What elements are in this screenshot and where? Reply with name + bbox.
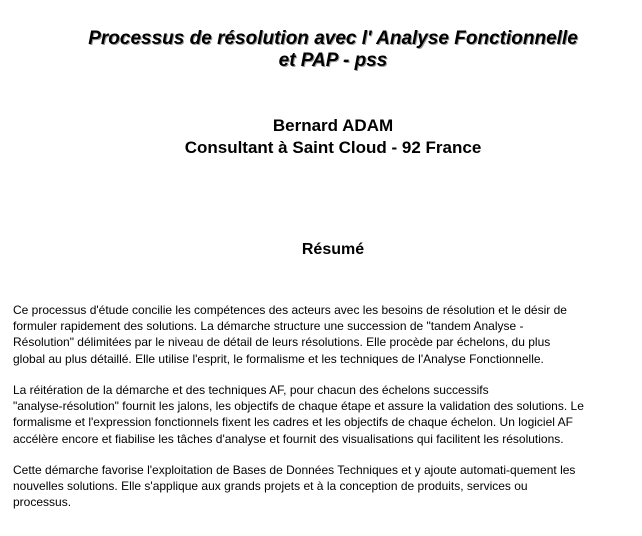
abstract-line: formuler rapidement des solutions. La démarche structure une succession de "tandem Analyse -: [13, 319, 524, 334]
abstract-line: Résolution" délimitées par le niveau de détail de leurs résolutions. Elle procède par échelons, du plus: [13, 335, 551, 350]
abstract-line: nouvelles solutions. Elle s'applique aux grands projets et à la conception de produits, services ou: [13, 479, 528, 494]
abstract-line: La réitération de la démarche et des techniques AF, pour chacun des échelons successifs: [13, 383, 489, 397]
abstract-paragraph-2: [13, 382, 642, 447]
abstract-line: Ce processus d'étude concilie les compétences des acteurs avec les besoins de résolution et le désir de: [13, 303, 567, 317]
abstract-line: global au plus détaillé. Elle utilise l'esprit, le formalisme et les techniques de l'Analyse Fonctionnelle.: [13, 351, 544, 366]
abstract-line: Cette démarche favorise l'exploitation de Bases de Données Techniques et y ajoute automati-quement les: [13, 463, 576, 477]
document-title-line-2: et PAP - pss: [278, 50, 388, 71]
resume-heading: Résumé: [301, 241, 365, 258]
document-title-line-1: Processus de résolution avec l' Analyse Fonctionnelle: [88, 28, 578, 49]
abstract-line: "analyse-résolution" fournit les jalons, les objectifs de chaque étape et assure la validation des solutions. Le: [13, 399, 584, 414]
abstract-line: accélère encore et fiabilise les tâches d'analyse et fournit des visualisations qui facilitent les résolutions.: [13, 431, 564, 446]
abstract-line: processus.: [13, 495, 72, 510]
author-name: Bernard ADAM: [272, 116, 394, 135]
abstract-paragraph-1: [13, 302, 642, 367]
abstract-line: formalisme et l'expression fonctionnels fixent les cadres et les objectifs de chaque échelon. Un logiciel AF: [13, 415, 573, 430]
abstract-paragraph-3: [13, 462, 642, 511]
author-affiliation: Consultant à Saint Cloud - 92 France: [184, 138, 482, 157]
